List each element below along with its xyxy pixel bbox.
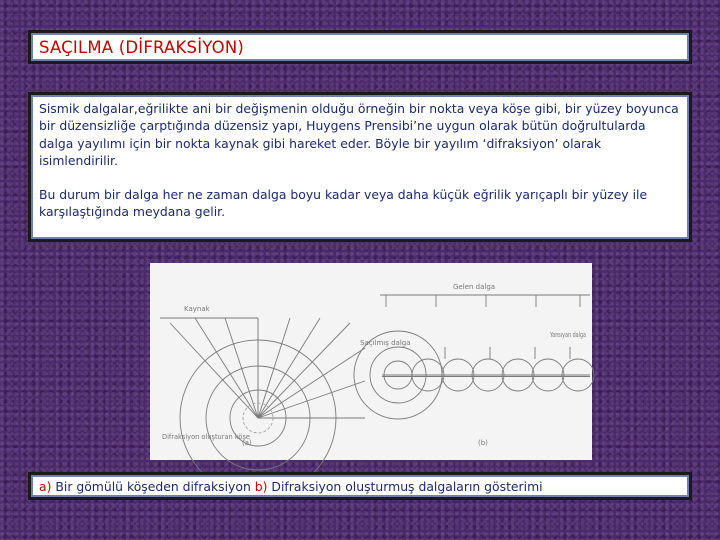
- paragraph-1: Sismik dalgalar,eğrilikte ani bir değişmenin olduğu örneğin bir nokta veya köşe gibi, bir yüzey boyunca bir düzensizliğe çarptığında düzensiz yapı, Huygens Prensibi’ne uygun olarak bütün doğrultularda dalga yayılımı için bir nokta kaynak gibi hareket eder. Böyle bir yayılım ‘difraksiyon’ olarak isimlendirilir.: [39, 101, 679, 169]
- diffraction-figure: [150, 263, 592, 460]
- body-text-box: [28, 92, 692, 242]
- caption-a-text: Bir gömülü köşeden difraksiyon: [51, 479, 255, 494]
- label-corner: Difraksiyon oluşturan köşe: [162, 433, 250, 441]
- caption-b-text: Difraksiyon oluşturmuş dalgaların gösterimi: [267, 479, 543, 494]
- label-reflected: Yansıyan dalga: [549, 331, 586, 339]
- label-incident: Gelen dalga: [453, 283, 496, 291]
- caption-a-tag: a): [39, 479, 52, 494]
- label-panel-a: (a): [242, 439, 252, 447]
- slide-title: SAÇILMA (DİFRAKSİYON): [39, 38, 245, 57]
- panel-b: [354, 283, 594, 447]
- title-box: [28, 30, 692, 64]
- caption-b-tag: b): [254, 479, 268, 494]
- label-panel-b: (b): [478, 439, 488, 447]
- label-scattered: Saçılmış dalga: [360, 339, 411, 347]
- ray-fan: [170, 318, 365, 418]
- diffraction-sketch: [150, 263, 592, 460]
- paragraph-2: Bu durum bir dalga her ne zaman dalga boyu kadar veya daha küçük eğrilik yarıçaplı bir yüzey ile karşılaştığında meydana gelir.: [39, 186, 648, 220]
- caption-box: [28, 472, 692, 500]
- label-source: Kaynak: [184, 305, 210, 313]
- panel-a: [160, 305, 365, 496]
